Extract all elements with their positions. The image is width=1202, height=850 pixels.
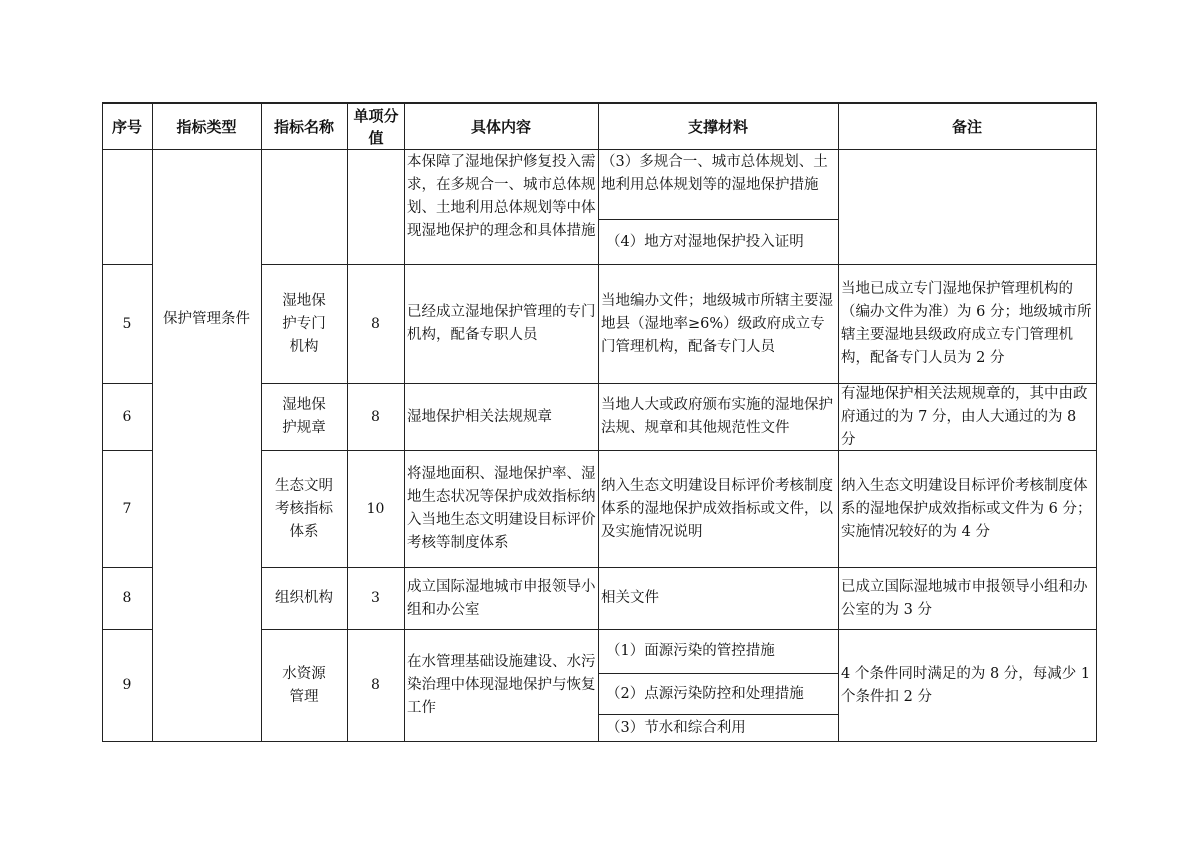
row-7-no: 7 — [122, 500, 132, 517]
row-6-remark: 有湿地保护相关法规规章的，其中由政府通过的为 7 分，由人大通过的为 8 分 — [841, 385, 1088, 448]
header-content: 具体内容 — [470, 117, 531, 136]
grid-line — [102, 149, 1097, 150]
header-remark: 备注 — [951, 117, 982, 136]
row-7-materials: 纳入生态文明建设目标评价考核制度体系的湿地保护成效指标或文件，以及实施情况说明 — [601, 477, 833, 540]
grid-line — [1096, 102, 1097, 742]
continued-content: 本保障了湿地保护修复投入需求，在多规合一、城市总体规划、土地利用总体规划等中体现湿地保护的理念和具体措施 — [407, 154, 596, 239]
row-9-score: 8 — [371, 677, 380, 693]
row-5-content: 已经成立湿地保护管理的专门机构，配备专职人员 — [407, 304, 596, 343]
row-7-score: 10 — [366, 500, 385, 517]
row-9-material-1: （1）面源污染的管控措施 — [606, 643, 775, 659]
row-9-no: 9 — [122, 677, 132, 693]
grid-line — [102, 741, 1097, 742]
row-5-materials: 当地编办文件；地级城市所辖主要湿地县（湿地率≥6%）级政府成立专门管理机构，配备专门人员 — [601, 292, 833, 355]
row-5-name: 湿地保护专门机构 — [282, 292, 326, 355]
continued-material-4: （4）地方对湿地保护投入证明 — [606, 233, 804, 250]
row-6-score: 8 — [371, 408, 380, 425]
row-6-name: 湿地保护规章 — [282, 397, 326, 436]
header-no: 序号 — [111, 117, 142, 136]
continued-material-3: （3）多规合一、城市总体规划、土地利用总体规划等的湿地保护措施 — [601, 154, 828, 193]
row-6-no: 6 — [122, 408, 132, 425]
header-score: 单项分值 — [353, 106, 399, 147]
row-8-remark: 已成立国际湿地城市申报领导小组和办公室的为 3 分 — [841, 578, 1088, 618]
indicator-table — [102, 102, 1097, 742]
row-9-material-3: （3）节水和综合利用 — [606, 719, 746, 736]
row-9-remark: 4 个条件同时满足的为 8 分，每减少 1 个条件扣 2 分 — [841, 665, 1091, 705]
row-5-score: 8 — [371, 315, 380, 332]
header-name: 指标名称 — [273, 117, 334, 136]
row-5-no: 5 — [122, 315, 132, 332]
row-6-content: 湿地保护相关法规规章 — [407, 408, 552, 425]
grid-line — [261, 102, 262, 742]
header-category: 指标类型 — [176, 117, 237, 136]
row-8-name: 组织机构 — [275, 590, 333, 606]
row-8-content: 成立国际湿地城市申报领导小组和办公室 — [407, 578, 596, 618]
row-8-score: 3 — [371, 590, 380, 606]
row-8-no: 8 — [122, 590, 132, 606]
row-7-name: 生态文明考核指标体系 — [275, 477, 333, 540]
header-materials: 支撑材料 — [687, 117, 748, 136]
category-label: 保护管理条件 — [163, 310, 250, 327]
row-8-materials: 相关文件 — [601, 590, 659, 606]
row-7-remark: 纳入生态文明建设目标评价考核制度体系的湿地保护成效指标或文件为 6 分；实施情况较好的为 4 分 — [841, 477, 1092, 540]
row-9-content: 在水管理基础设施建设、水污染治理中体现湿地保护与恢复工作 — [407, 654, 596, 716]
grid-line — [152, 102, 153, 742]
row-7-content: 将湿地面积、湿地保护率、湿地生态状况等保护成效指标纳入当地生态文明建设目标评价考核等制度体系 — [407, 466, 596, 551]
row-9-material-2: （2）点源污染防控和处理措施 — [606, 685, 804, 702]
row-6-materials: 当地人大或政府颁布实施的湿地保护法规、规章和其他规范性文件 — [601, 397, 833, 436]
row-9-name: 水资源管理 — [282, 665, 326, 705]
row-5-remark: 当地已成立专门湿地保护管理机构的（编办文件为准）为 6 分；地级城市所辖主要湿地县级政府成立专门管理机构，配备专门人员为 2 分 — [841, 281, 1092, 366]
